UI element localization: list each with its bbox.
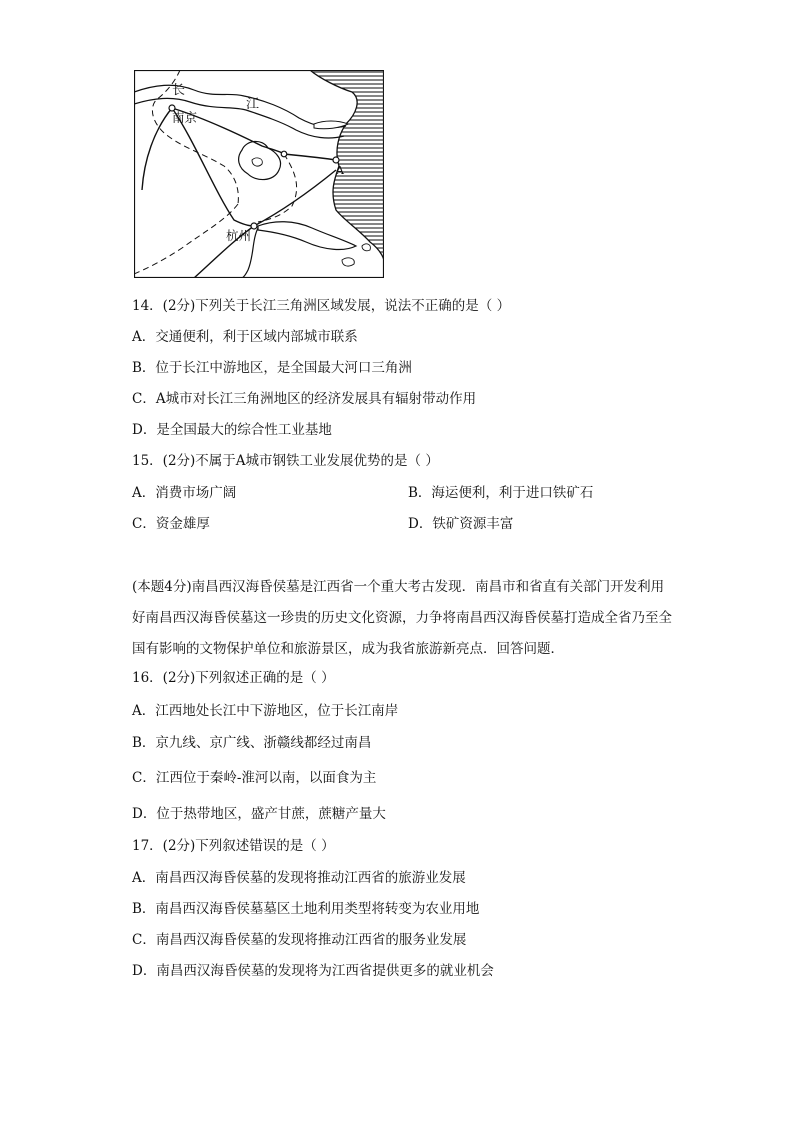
question-14-stem: 14．(2分)下列关于长江三角洲区域发展，说法不正确的是（ ） bbox=[132, 298, 511, 314]
question-17-option: B．南昌西汉海昏侯墓墓区土地利用类型将转变为农业用地 bbox=[132, 901, 480, 917]
question-14-option: D．是全国最大的综合性工业基地 bbox=[132, 422, 332, 438]
question-14-option: B．位于长江中游地区，是全国最大河口三角洲 bbox=[132, 360, 412, 376]
question-16-option: C．江西位于秦岭-淮河以南，以面食为主 bbox=[132, 770, 377, 786]
label-hangzhou: 杭州 bbox=[226, 228, 252, 243]
yangtze-delta-map bbox=[134, 70, 384, 278]
city-marker-hangzhou bbox=[251, 223, 257, 229]
question-17-option: A．南昌西汉海昏侯墓的发现将推动江西省的旅游业发展 bbox=[132, 870, 466, 886]
question-15-stem: 15．(2分)不属于A城市钢铁工业发展优势的是（ ） bbox=[132, 453, 439, 469]
passage-intro: (本题4分)南昌西汉海昏侯墓是江西省一个重大考古发现．南昌市和省直有关部门开发利用好南昌西汉海昏侯墓这一珍贵的历史文化资源，力争将南昌西汉海昏侯墓打造成全省乃至全国有影响的文物保护单位和旅游景区，成为我省旅游新亮点．回答问题． bbox=[132, 579, 672, 657]
question-15-option: B．海运便利，利于进口铁矿石 bbox=[408, 485, 594, 501]
question-17-option: C．南昌西汉海昏侯墓的发现将推动江西省的服务业发展 bbox=[132, 932, 467, 948]
label-chang: 长 bbox=[172, 83, 186, 98]
question-17-option: D．南昌西汉海昏侯墓的发现将为江西省提供更多的就业机会 bbox=[132, 963, 494, 979]
label-jiang: 江 bbox=[246, 97, 260, 112]
question-15-option: C．资金雄厚 bbox=[132, 516, 210, 532]
question-16-option: A．江西地处长江中下游地区，位于长江南岸 bbox=[132, 703, 399, 719]
question-16-option: D．位于热带地区，盛产甘蔗，蔗糖产量大 bbox=[132, 806, 386, 822]
city-marker-a bbox=[333, 157, 339, 163]
label-a: A bbox=[336, 164, 344, 177]
question-14-option: C．A城市对长江三角洲地区的经济发展具有辐射带动作用 bbox=[132, 391, 477, 407]
question-14-option: A．交通便利，利于区域内部城市联系 bbox=[132, 329, 358, 345]
question-17-stem: 17．(2分)下列叙述错误的是（ ） bbox=[132, 838, 335, 854]
label-nanjing: 南京 bbox=[172, 110, 198, 125]
question-16-option: B．京九线、京广线、浙赣线都经过南昌 bbox=[132, 735, 372, 751]
city-marker-suzhou bbox=[281, 151, 287, 157]
islands bbox=[362, 244, 370, 251]
question-15-option: A．消费市场广阔 bbox=[132, 485, 237, 501]
islands bbox=[342, 258, 354, 266]
question-15-option: D．铁矿资源丰富 bbox=[408, 516, 514, 532]
lake-island bbox=[252, 158, 262, 166]
question-16-stem: 16．(2分)下列叙述正确的是（ ） bbox=[132, 670, 335, 686]
